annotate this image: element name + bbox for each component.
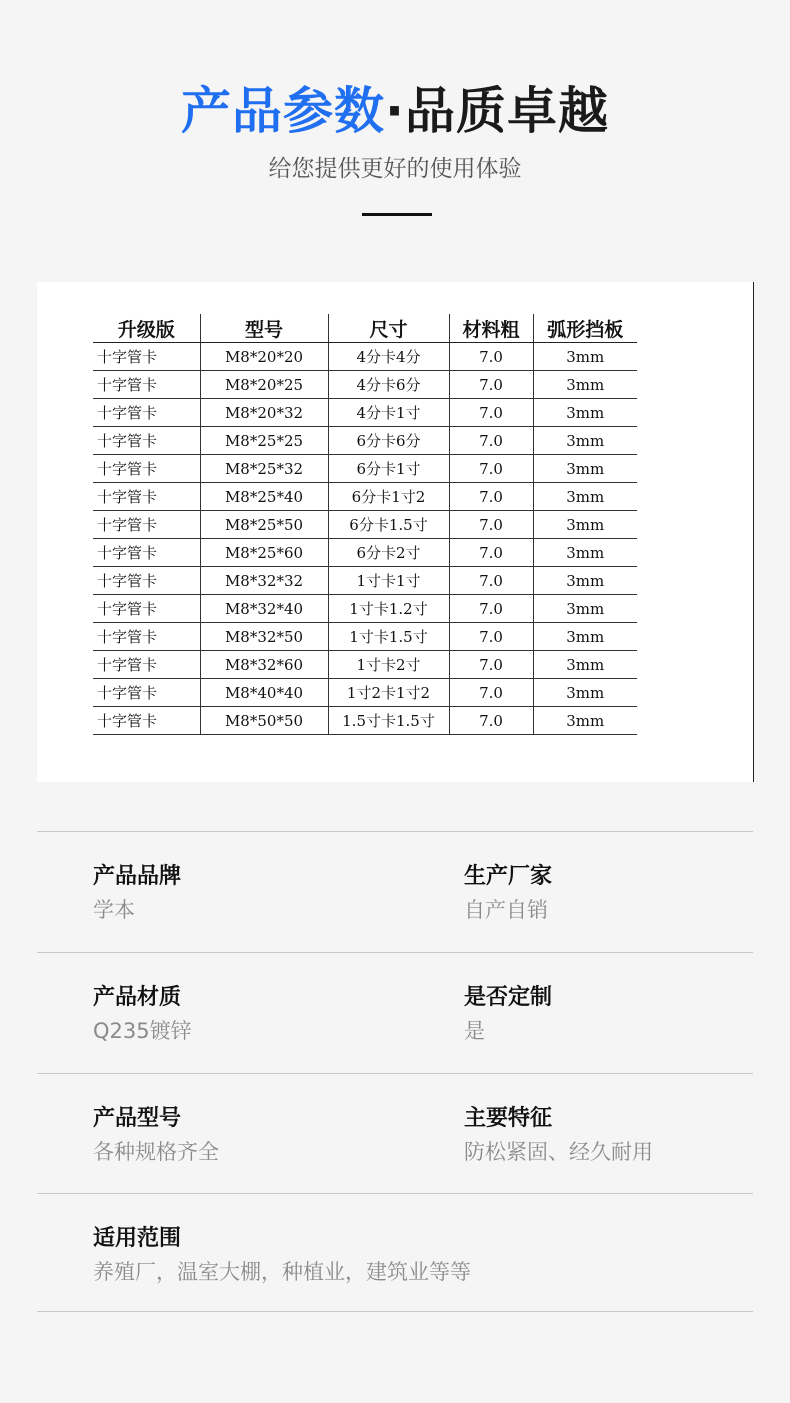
spec-value: 各种规格齐全 <box>93 1140 219 1164</box>
page-title <box>0 72 790 150</box>
column-header: 材料粗 <box>449 314 533 343</box>
table-cell: 7.0 <box>449 455 533 483</box>
table-cell: 十字管卡 <box>93 651 200 679</box>
table-cell: 3mm <box>533 371 637 399</box>
spec-item-features <box>464 1104 653 1170</box>
table-cell: 十字管卡 <box>93 455 200 483</box>
table-cell: 3mm <box>533 707 637 735</box>
table-cell: 3mm <box>533 539 637 567</box>
table-row <box>93 511 637 539</box>
spec-table <box>93 314 637 735</box>
spec-item-brand <box>93 862 181 928</box>
table-cell: 十字管卡 <box>93 539 200 567</box>
column-header: 尺寸 <box>328 314 449 343</box>
table-cell: M8*32*60 <box>200 651 328 679</box>
spec-row <box>37 953 753 1074</box>
title-underline-divider <box>362 213 432 216</box>
spec-row <box>37 1074 753 1194</box>
spec-value: 自产自销 <box>464 898 548 922</box>
table-cell: 十字管卡 <box>93 707 200 735</box>
table-cell: M8*50*50 <box>200 707 328 735</box>
table-cell: 7.0 <box>449 679 533 707</box>
table-cell: 十字管卡 <box>93 399 200 427</box>
table-cell: 3mm <box>533 679 637 707</box>
table-cell: 7.0 <box>449 651 533 679</box>
table-cell: M8*25*60 <box>200 539 328 567</box>
column-header: 型号 <box>200 314 328 343</box>
table-cell: M8*25*50 <box>200 511 328 539</box>
product-spec-list <box>37 831 753 1312</box>
spec-value: 防松紧固、经久耐用 <box>464 1140 653 1164</box>
table-cell: M8*40*40 <box>200 679 328 707</box>
spec-item-material <box>93 983 192 1049</box>
spec-label: 产品型号 <box>93 1106 182 1131</box>
table-row <box>93 567 637 595</box>
table-cell: M8*25*25 <box>200 427 328 455</box>
table-row <box>93 371 637 399</box>
table-row <box>93 343 637 371</box>
table-cell: 3mm <box>533 595 637 623</box>
table-row <box>93 427 637 455</box>
table-cell: 3mm <box>533 511 637 539</box>
spec-label: 产品品牌 <box>93 864 182 889</box>
title-rest: 品质卓越 <box>405 82 609 140</box>
spec-item-model <box>93 1104 219 1170</box>
table-cell: 6分卡6分 <box>328 427 449 455</box>
table-cell: 7.0 <box>449 483 533 511</box>
spec-value: Q235镀锌 <box>93 1019 192 1043</box>
table-cell: 3mm <box>533 567 637 595</box>
table-cell: 十字管卡 <box>93 595 200 623</box>
spec-label: 生产厂家 <box>464 864 553 889</box>
table-cell: 十字管卡 <box>93 623 200 651</box>
table-cell: 十字管卡 <box>93 371 200 399</box>
table-cell: 7.0 <box>449 539 533 567</box>
table-row <box>93 679 637 707</box>
table-cell: 7.0 <box>449 595 533 623</box>
table-cell: M8*25*40 <box>200 483 328 511</box>
table-row <box>93 651 637 679</box>
table-cell: 3mm <box>533 623 637 651</box>
table-cell: M8*20*25 <box>200 371 328 399</box>
table-row <box>93 483 637 511</box>
table-cell: 十字管卡 <box>93 483 200 511</box>
table-cell: 4分卡6分 <box>328 371 449 399</box>
spec-item-applications <box>93 1224 471 1290</box>
table-cell: 1寸卡1寸 <box>328 567 449 595</box>
table-cell: 1寸卡2寸 <box>328 651 449 679</box>
spec-label: 主要特征 <box>464 1106 553 1131</box>
table-cell: 十字管卡 <box>93 427 200 455</box>
table-cell: M8*32*32 <box>200 567 328 595</box>
table-cell: M8*25*32 <box>200 455 328 483</box>
table-cell: 1寸卡1.2寸 <box>328 595 449 623</box>
table-cell: 6分卡1寸 <box>328 455 449 483</box>
table-cell: M8*20*20 <box>200 343 328 371</box>
table-cell: 3mm <box>533 651 637 679</box>
table-cell: 7.0 <box>449 707 533 735</box>
table-cell: 3mm <box>533 343 637 371</box>
table-cell: 7.0 <box>449 427 533 455</box>
spec-label: 适用范围 <box>93 1226 182 1251</box>
spec-table-body <box>93 343 637 735</box>
table-row <box>93 455 637 483</box>
spec-table-panel <box>37 282 754 782</box>
title-highlight: 产品参数 <box>181 82 385 140</box>
table-cell: 十字管卡 <box>93 343 200 371</box>
table-row <box>93 539 637 567</box>
spec-table-header-row <box>93 314 637 343</box>
spec-row <box>37 832 753 953</box>
spec-item-manufacturer <box>464 862 552 928</box>
table-cell: 7.0 <box>449 343 533 371</box>
table-cell: 十字管卡 <box>93 679 200 707</box>
table-cell: 3mm <box>533 399 637 427</box>
table-cell: 3mm <box>533 455 637 483</box>
spec-value: 养殖厂，温室大棚，种植业，建筑业等等 <box>93 1260 471 1284</box>
table-cell: 6分卡1.5寸 <box>328 511 449 539</box>
table-cell: 1.5寸卡1.5寸 <box>328 707 449 735</box>
table-row <box>93 707 637 735</box>
table-cell: 7.0 <box>449 511 533 539</box>
title-separator: · <box>385 82 405 140</box>
table-cell: 1寸2卡1寸2 <box>328 679 449 707</box>
table-row <box>93 399 637 427</box>
spec-value: 是 <box>464 1019 485 1043</box>
table-cell: 6分卡1寸2 <box>328 483 449 511</box>
table-cell: M8*32*50 <box>200 623 328 651</box>
column-header: 弧形挡板 <box>533 314 637 343</box>
table-cell: 7.0 <box>449 567 533 595</box>
page-header <box>0 72 790 186</box>
table-cell: 1寸卡1.5寸 <box>328 623 449 651</box>
column-header: 升级版 <box>93 314 200 343</box>
table-cell: M8*32*40 <box>200 595 328 623</box>
table-cell: 十字管卡 <box>93 511 200 539</box>
table-row <box>93 595 637 623</box>
table-cell: 十字管卡 <box>93 567 200 595</box>
table-cell: 3mm <box>533 427 637 455</box>
table-cell: 3mm <box>533 483 637 511</box>
table-cell: 4分卡1寸 <box>328 399 449 427</box>
table-cell: 6分卡2寸 <box>328 539 449 567</box>
table-cell: 7.0 <box>449 399 533 427</box>
spec-row <box>37 1194 753 1312</box>
table-cell: 7.0 <box>449 371 533 399</box>
spec-label: 是否定制 <box>464 985 553 1010</box>
spec-value: 学本 <box>93 898 135 922</box>
table-row <box>93 623 637 651</box>
table-cell: 7.0 <box>449 623 533 651</box>
page-subtitle: 给您提供更好的使用体验 <box>268 156 522 182</box>
spec-label: 产品材质 <box>93 985 182 1010</box>
spec-item-customizable <box>464 983 552 1049</box>
table-cell: 4分卡4分 <box>328 343 449 371</box>
table-cell: M8*20*32 <box>200 399 328 427</box>
